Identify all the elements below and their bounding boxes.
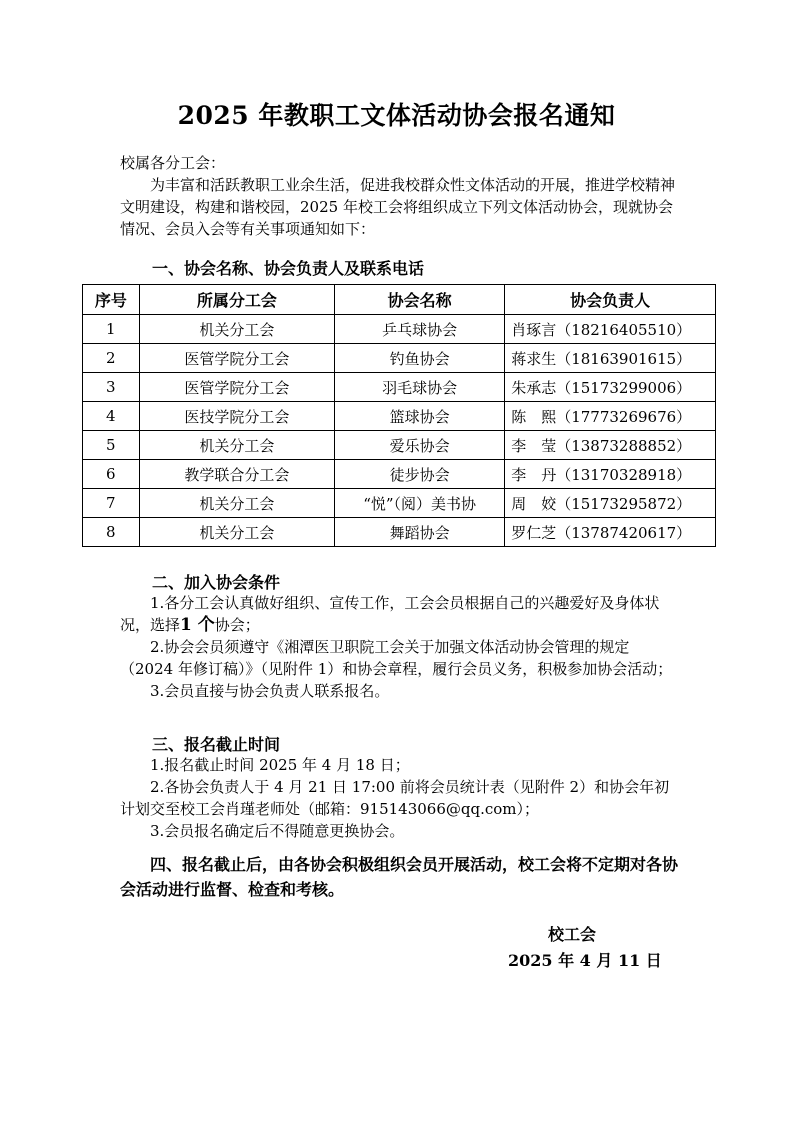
section2-item1-emphasis: 1 个 [180, 615, 215, 635]
table-row [83, 489, 716, 518]
table-row [83, 315, 716, 344]
cell-leader: 罗仁芝（13787420617） [505, 518, 716, 547]
section4 [120, 852, 680, 902]
cell-association: 舞蹈协会 [335, 518, 505, 547]
signature-org: 校工会 [548, 925, 597, 944]
salutation: 校属各分工会： [120, 154, 226, 172]
cell-index: 4 [83, 402, 140, 431]
cell-leader: 朱承志（15173299006） [505, 373, 716, 402]
cell-association: 徒步协会 [335, 460, 505, 489]
section2-item3: 3.会员直接与协会负责人联系报名。 [150, 682, 390, 700]
table-row [83, 344, 716, 373]
table-row [83, 460, 716, 489]
table-row [83, 402, 716, 431]
section2-item2: 2.协会会员须遵守《湘潭医卫职院工会关于加强文体活动协会管理的规定（2024 年修订稿）》（见附件 1）和协会章程，履行会员义务，积极参加协会活动； [120, 638, 673, 678]
cell-branch: 机关分工会 [139, 518, 334, 547]
intro-paragraph: 为丰富和活跃教职工业余生活，促进我校群众性文体活动的开展，推进学校精神文明建设，构建和谐校园，2025 年校工会将组织成立下列文体活动协会，现就协会情况、会员入会等有关事项通知如下： [120, 176, 676, 238]
cell-leader: 蒋求生（18163901615） [505, 344, 716, 373]
cell-index: 6 [83, 460, 140, 489]
cell-leader: 周 姣（15173295872） [505, 489, 716, 518]
intro-section [120, 152, 680, 240]
section1-heading: 一、协会名称、协会负责人及联系电话 [152, 259, 425, 278]
cell-association: “悦”（阅）美书协 [335, 489, 505, 518]
section2-body [120, 592, 680, 702]
cell-association: 乒乓球协会 [335, 315, 505, 344]
header-association: 协会名称 [335, 285, 505, 315]
table-row [83, 373, 716, 402]
cell-index: 8 [83, 518, 140, 547]
section3-body [120, 754, 680, 842]
cell-association: 篮球协会 [335, 402, 505, 431]
cell-leader: 李 丹（13170328918） [505, 460, 716, 489]
cell-branch: 医管学院分工会 [139, 344, 334, 373]
section3-item3: 3.会员报名确定后不得随意更换协会。 [150, 822, 405, 840]
table-header-row [83, 285, 716, 315]
association-table [82, 284, 716, 547]
section3-item2: 2.各协会负责人于 4 月 21 日 17:00 前将会员统计表（见附件 2）和协会年初计划交至校工会肖瑾老师处（邮箱：915143066@qq.com）； [120, 778, 670, 818]
cell-branch: 机关分工会 [139, 315, 334, 344]
cell-leader: 陈 熙（17773269676） [505, 402, 716, 431]
cell-association: 钓鱼协会 [335, 344, 505, 373]
section2-item1-tail: 协会； [214, 616, 260, 634]
cell-leader: 肖琢言（18216405510） [505, 315, 716, 344]
cell-index: 7 [83, 489, 140, 518]
section4-text: 四、报名截止后，由各协会积极组织会员开展活动，校工会将不定期对各协会活动进行监督、检查和考核。 [120, 855, 679, 899]
cell-index: 5 [83, 431, 140, 460]
header-index: 序号 [83, 285, 140, 315]
cell-association: 爱乐协会 [335, 431, 505, 460]
section3-heading: 三、报名截止时间 [152, 735, 281, 754]
page-title: 2025 年教职工文体活动协会报名通知 [177, 101, 616, 130]
section3-item1: 1.报名截止时间 2025 年 4 月 18 日； [150, 756, 410, 774]
section2-heading: 二、加入协会条件 [152, 573, 281, 592]
cell-leader: 李 莹（13873288852） [505, 431, 716, 460]
table-row [83, 518, 716, 547]
header-leader: 协会负责人 [505, 285, 716, 315]
header-branch: 所属分工会 [139, 285, 334, 315]
cell-branch: 机关分工会 [139, 489, 334, 518]
cell-branch: 医管学院分工会 [139, 373, 334, 402]
cell-branch: 教学联合分工会 [139, 460, 334, 489]
cell-branch: 医技学院分工会 [139, 402, 334, 431]
signature-date: 2025 年 4 月 11 日 [508, 951, 662, 970]
cell-index: 1 [83, 315, 140, 344]
cell-branch: 机关分工会 [139, 431, 334, 460]
section2-item1-text: 1.各分工会认真做好组织、宣传工作，工会会员根据自己的兴趣爱好及身体状况，选择 [120, 594, 660, 634]
cell-index: 2 [83, 344, 140, 373]
cell-index: 3 [83, 373, 140, 402]
table-row [83, 431, 716, 460]
section2-item1 [120, 592, 680, 636]
cell-association: 羽毛球协会 [335, 373, 505, 402]
